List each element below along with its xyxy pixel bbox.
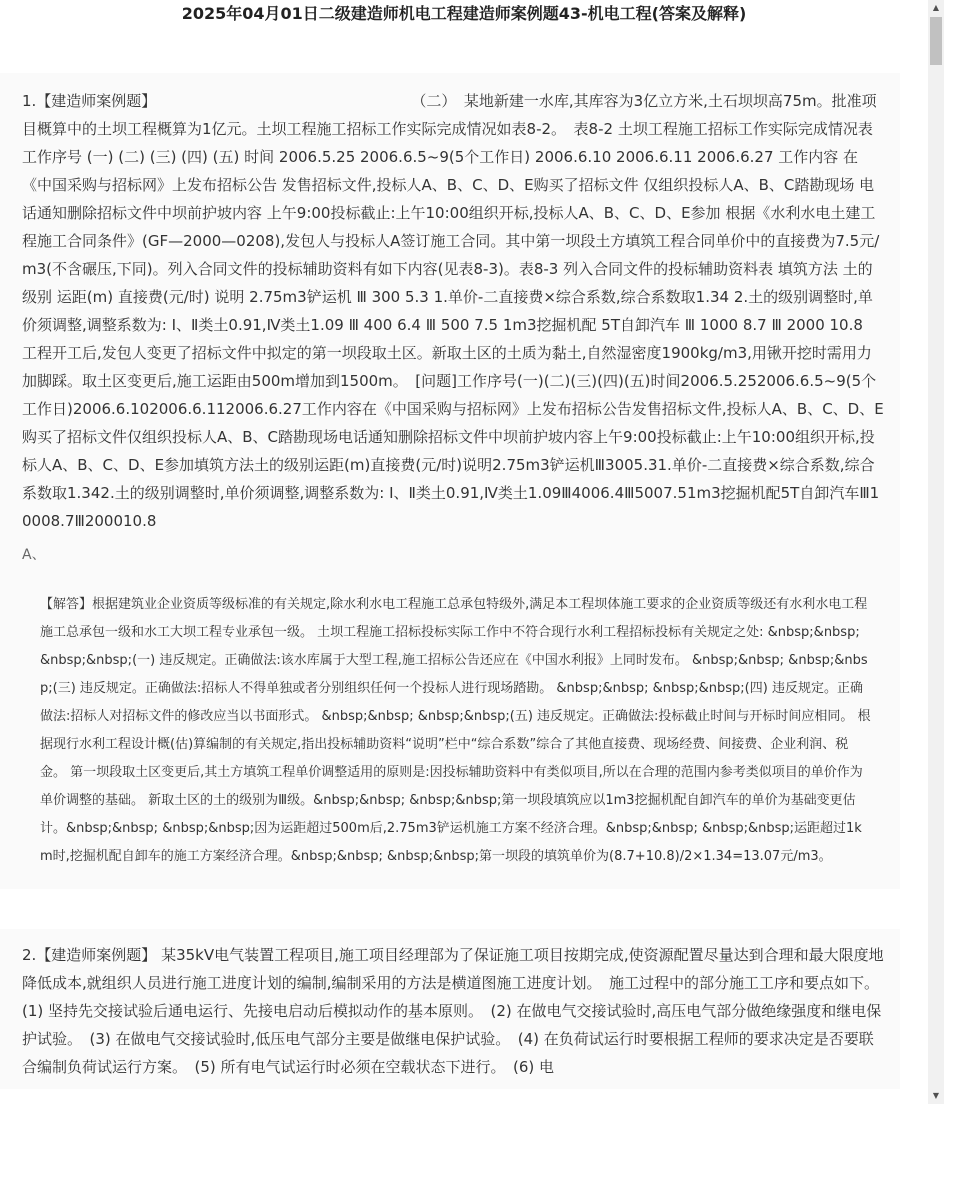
scroll-down-arrow-icon[interactable]: ▼ — [932, 1091, 940, 1100]
question-text: 2.【建造师案例题】 某35kV电气装置工程项目,施工项目经理部为了保证施工项目按期完成,使资源配置尽量达到合理和最大限度地降低成本,就组织人员进行施工进度计划的编制,编制采用的方法是横道图施工进度计划。 施工过程中的部分施工工序和要点如下。 (1) 坚持先交接试验后通电运行、先接电启动后模拟动作的基本原则。 (2) 在做电气交接试验时,高压电气部分做绝缘强度和继电保护试验。 (3) 在做电气交接试验时,低压电气部分主要是做继电保护试验。 (4) 在负荷试运行时要根据工程师的要求决定是否要联合编制负荷试运行方案。 (5) 所有电气试运行时必须在空载状态下进行。 (6) 电 — [22, 946, 887, 1076]
scrollbar-thumb[interactable] — [930, 17, 942, 65]
question-card-1 — [0, 73, 900, 889]
question-text: 1.【建造师案例题】 （二） 某地新建一水库,其库容为3亿立方米,土石坝坝高75m。批准项目概算中的土坝工程概算为1亿元。土坝工程施工招标工作实际完成情况如表8-2。 表8-2 土坝工程施工招标工作实际完成情况表 工作序号 (一) (二) (三) (四) (五) 时间 2006.5.25 2006.6.5~9(5个工作日) 2006.6.10 2006.6.11 2006.6.27 工作内容 在《中国采购与招标网》上发布招标公告 发售招标文件,投标人A、B、C、D、E购买了招标文件 仅组织投标人A、B、C踏勘现场 电话通知删除招标文件中坝前护坡内容 上午9:00投标截止:上午10:00组织开标,投标人A、B、C、D、E参加 根据《水利水电土建工程施工合同条件》(GF—2000—0208),发包人与投标人A签订施工合同。其中第一坝段土方填筑工程合同单价中的直接费为7.5元/m3(不含碾压,下同)。列入合同文件的投标辅助资料有如下内容(见表8-3)。表8-3 列入合同文件的投标辅助资料表 填筑方法 土的级别 运距(m) 直接费(元/时) 说明 2.75m3铲运机 Ⅲ 300 5.3 1.单价-二直接费×综合系数,综合系数取1.34 2.土的级别调整时,单价须调整,调整系数为: Ⅰ、Ⅱ类土0.91,Ⅳ类土1.09 Ⅲ 400 6.4 Ⅲ 500 7.5 1m3挖掘机配 5T自卸汽车 Ⅲ 1000 8.7 Ⅲ 2000 10.8 工程开工后,发包人变更了招标文件中拟定的第一坝段取土区。新取土区的土质为黏土,自然湿密度1900kg/m3,用锹开挖时需用力加脚踩。取土区变更后,施工运距由500m增加到1500m。 [问题]工作序号(一)(二)(三)(四)(五)时间2006.5.252006.6.5~9(5个工作日)2006.6.102006.6.112006.6.27工作内容在《中国采购与招标网》上发布招标公告发售招标文件,投标人A、B、C、D、E购买了招标文件仅组织投标人A、B、C踏勘现场电话通知删除招标文件中坝前护坡内容上午9:00投标截止:上午10:00组织开标,投标人A、B、C、D、E参加填筑方法土的级别运距(m)直接费(元/时)说明2.75m3铲运机Ⅲ3005.31.单价-二直接费×综合系数,综合系数取1.342.土的级别调整时,单价须调整,调整系数为: Ⅰ、Ⅱ类土0.91,Ⅳ类土1.09Ⅲ4006.4Ⅲ5007.51m3挖掘机配5T自卸汽车Ⅲ10008.7Ⅲ200010.8 — [22, 92, 884, 530]
question-card-2 — [0, 929, 900, 1089]
page-title: 2025年04月01日二级建造师机电工程建造师案例题43-机电工程(答案及解释) — [181, 4, 747, 23]
scroll-up-arrow-icon[interactable]: ▲ — [932, 3, 940, 12]
answer-explanation: 【解答】根据建筑业企业资质等级标准的有关规定,除水利水电工程施工总承包特级外,满足本工程坝体施工要求的企业资质等级还有水利水电工程施工总承包一级和水工大坝工程专业承包一级。 土坝工程施工招标投标实际工作中不符合现行水利工程招标投标有关规定之处: &nbsp;&nbsp; &nbsp;&nbsp;(一) 违反规定。正确做法:该水库属于大型工程,施工招标公告还应在《中国水利报》上同时发布。 &nbsp;&nbsp; &nbsp;&nbsp;(三) 违反规定。正确做法:招标人不得单独或者分别组织任何一个投标人进行现场踏勘。 &nbsp;&nbsp; &nbsp;&nbsp;(四) 违反规定。正确做法:招标人对招标文件的修改应当以书面形式。 &nbsp;&nbsp; &nbsp;&nbsp;(五) 违反规定。正确做法:投标截止时间与开标时间应相同。 根据现行水利工程设计概(估)算编制的有关规定,指出投标辅助资料“说明”栏中“综合系数”综合了其他直接费、现场经费、间接费、企业利润、税金。 第一坝段取土区变更后,其土方填筑工程单价调整适用的原则是:因投标辅助资料中有类似项目,所以在合理的范围内参考类似项目的单价作为单价调整的基础。 新取土区的土的级别为Ⅲ级。&nbsp;&nbsp; &nbsp;&nbsp;第一坝段填筑应以1m3挖掘机配自卸汽车的单价为基础变更估计。&nbsp;&nbsp; &nbsp;&nbsp;因为运距超过500m后,2.75m3铲运机施工方案不经济合理。&nbsp;&nbsp; &nbsp;&nbsp;运距超过1km时,挖掘机配自卸车的施工方案经济合理。&nbsp;&nbsp; &nbsp;&nbsp;第一坝段的填筑单价为(8.7+10.8)/2×1.34=13.07元/m3。 — [40, 597, 871, 864]
option-a[interactable]: A、 — [22, 547, 46, 563]
question-list — [0, 73, 900, 1089]
vertical-scrollbar[interactable] — [928, 0, 944, 1104]
